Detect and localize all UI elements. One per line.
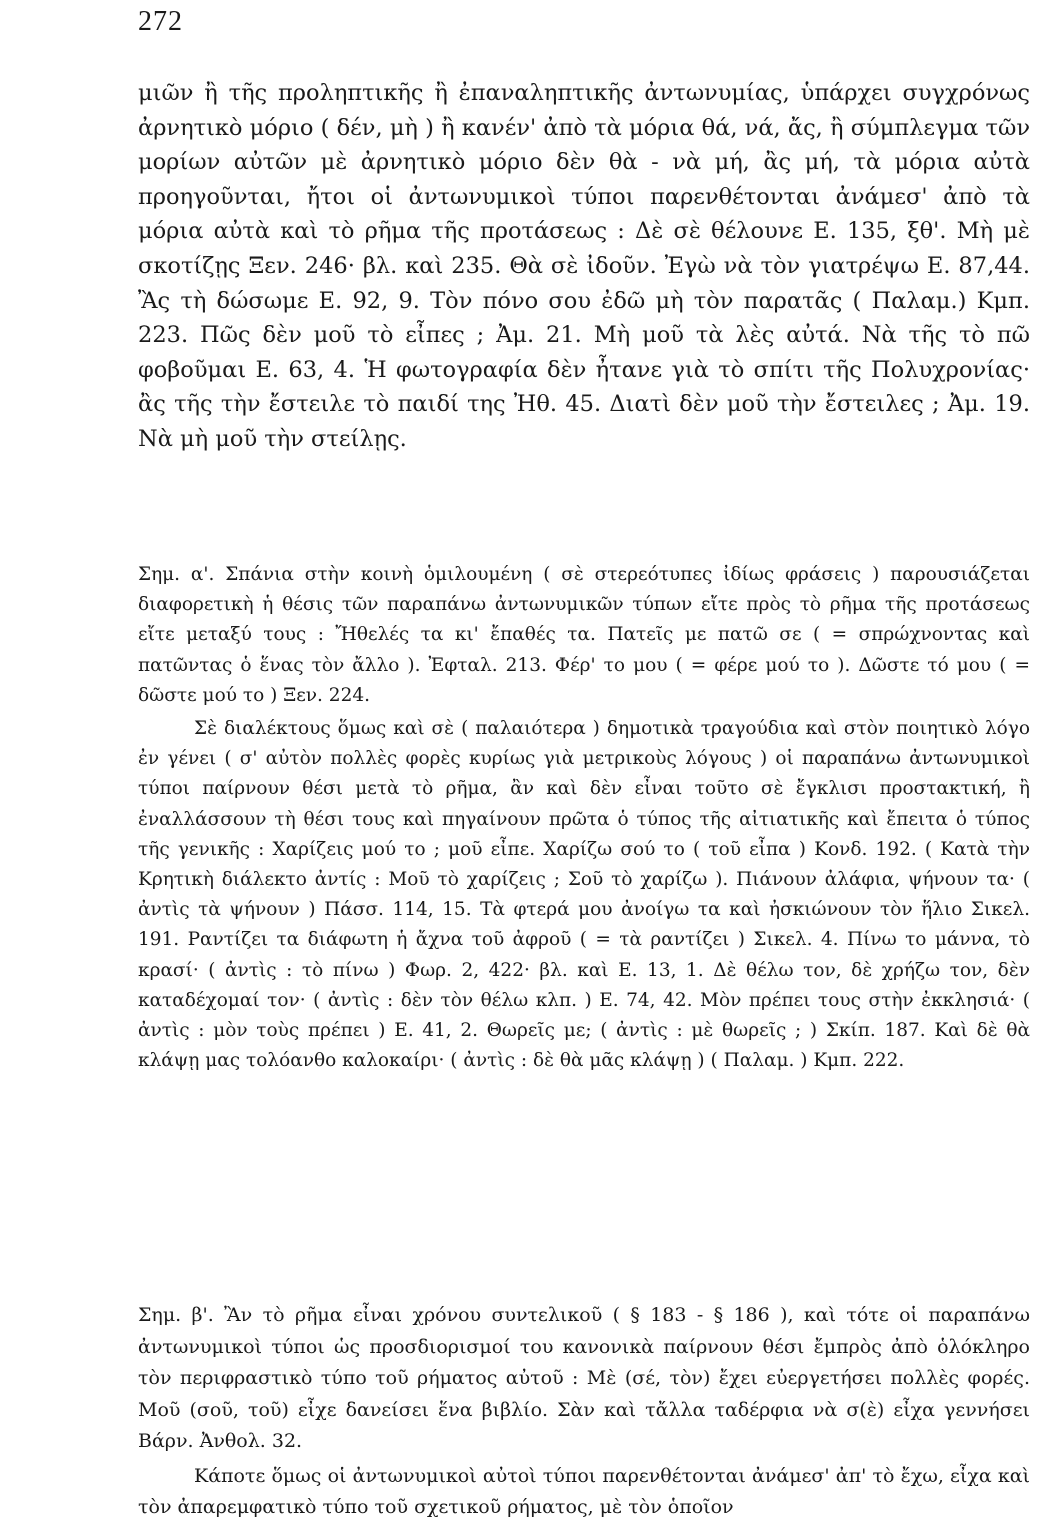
note-a-section (138, 560, 1030, 1076)
main-text-block (138, 76, 1030, 457)
note-a-paragraph-1: Σημ. α'. Σπάνια στὴν κοινὴ ὁμιλουμένη ( σὲ στερεότυπες ἰδίως φράσεις ) παρουσιάζεται διαφορετικὴ ἡ θέσις τῶν παραπάνω ἀντωνυμικῶν τύπων εἴτε πρὸς τὸ ρῆμα τῆς προτάσεως εἴτε μεταξύ τους : Ἤθελές τα κι' ἔπαθές τα. Πατεῖς με πατῶ σε ( = σπρώχνοντας καὶ πατῶντας ὁ ἕνας τὸν ἄλλο ). Ἐφταλ. 213. Φέρ' το μου ( = φέρε μού το ). Δῶστε τό μου ( = δῶστε μού το ) Ξεν. 224. (138, 564, 1030, 706)
note-b-paragraph-1: Σημ. β'. Ἂν τὸ ρῆμα εἶναι χρόνου συντελικοῦ ( § 183 - § 186 ), καὶ τότε οἱ παραπάνω ἀντωνυμικοὶ τύποι ὡς προσδιορισμοί του κανονικὰ παίρνουν θέσι ἔμπρὸς ἀπὸ ὁλόκληρο τὸν περιφραστικὸ τύπο τοῦ ρήματος αὐτοῦ : Μὲ (σέ, τὸν) ἔχει εὐεργετήσει πολλὲς φορές. Μοῦ (σοῦ, τοῦ) εἶχε δανείσει ἕνα βιβλίο. Σὰν καὶ τἄλλα ταδέρφια νὰ σ(ὲ) εἶχα γεννήσει Βάρν. Ἀνθολ. 32. (138, 1304, 1030, 1452)
note-b-section (138, 1300, 1030, 1524)
note-a-paragraph-2: Σὲ διαλέκτους ὅμως καὶ σὲ ( παλαιότερα ) δημοτικὰ τραγούδια καὶ στὸν ποιητικὸ λόγο ἐν γένει ( σ' αὐτὸν πολλὲς φορὲς κυρίως γιὰ μετρικοὺς λόγους ) οἱ παραπάνω ἀντωνυμικοὶ τύποι παίρνουν θέσι μετὰ τὸ ρῆμα, ἂν καὶ δὲν εἶναι τοῦτο σὲ ἔγκλισι προστακτική, ἢ ἐναλλάσσουν τὴ θέσι τους καὶ πηγαίνουν πρῶτα ὁ τύπος τῆς αἰτιατικῆς καὶ ἔπειτα ὁ τύπος τῆς γενικῆς : Χαρίζεις μού το ; μοῦ εἶπε. Χαρίζω σού το ( τοῦ εἶπα ) Κονδ. 192. ( Κατὰ τὴν Κρητικὴ διάλεκτο ἀντίς : Μοῦ τὸ χαρίζεις ; Σοῦ τὸ χαρίζω ). Πιάνουν ἀλάφια, ψήνουν τα· ( ἀντὶς τὰ ψήνουν ) Πάσσ. 114, 15. Τὰ φτερά μου ἀνοίγω τα καὶ ἠσκιώνουν τὸν ἥλιο Σικελ. 191. Ραντίζει τα διάφωτη ἡ ἄχνα τοῦ ἀφροῦ ( = τὰ ραντίζει ) Σικελ. 4. Πίνω το μάννα, τὸ κρασί· ( ἀντὶς : τὸ πίνω ) Φωρ. 2, 422· βλ. καὶ Ε. 13, 1. Δὲ θέλω τον, δὲ χρήζω τον, δὲν καταδέχομαί τον· ( ἀντὶς : δὲν τὸν θέλω κλπ. ) Ε. 74, 42. Μὸν πρέπει τους στὴν ἐκκλησιά· ( ἀντὶς : μὸν τοὺς πρέπει ) Ε. 41, 2. Θωρεῖς με; ( ἀντὶς : μὲ θωρεῖς ; ) Σκίπ. 187. Καὶ δὲ θὰ κλάψῃ μας τολόανθο καλοκαίρι· ( ἀντὶς : δὲ θὰ μᾶς κλάψῃ ) ( Παλαμ. ) Κμπ. 222. (138, 718, 1030, 1072)
page-number: 272 (138, 6, 183, 37)
note-b-paragraph-2: Κάποτε ὅμως οἱ ἀντωνυμικοὶ αὐτοὶ τύποι παρενθέτονται ἀνάμεσ' ἀπ' τὸ ἔχω, εἶχα καὶ τὸν ἀπαρεμφατικὸ τύπο τοῦ σχετικοῦ ρήματος, μὲ τὸν ὁποῖον (138, 1464, 1030, 1518)
main-paragraph: μιῶν ἢ τῆς προληπτικῆς ἢ ἐπαναληπτικῆς ἀντωνυμίας, ὑπάρχει συγχρόνως ἀρνητικὸ μόριο ( δέν, μὴ ) ἢ κανέν' ἀπὸ τὰ μόρια θά, νά, ἄς, ἢ σύμπλεγμα τῶν μορίων αὐτῶν μὲ ἀρνητικὸ μόριο δὲν θὰ - νὰ μή, ἂς μή, τὰ μόρια αὐτὰ προηγοῦνται, ἤτοι οἱ ἀντωνυμικοὶ τύποι παρενθέτονται ἀνάμεσ' ἀπὸ τὰ μόρια αὐτὰ καὶ τὸ ρῆμα τῆς προτάσεως : Δὲ σὲ θέλουνε Ε. 135, ξθ'. Μὴ μὲ σκοτίζῃς Ξεν. 246· βλ. καὶ 235. Θὰ σὲ ἰδοῦν. Ἐγὼ νὰ τὸν γιατρέψω Ε. 87,44. Ἂς τὴ δώσωμε Ε. 92, 9. Τὸν πόνο σου ἐδῶ μὴ τὸν παρατᾶς ( Παλαμ.) Κμπ. 223. Πῶς δὲν μοῦ τὸ εἶπες ; Ἀμ. 21. Μὴ μοῦ τὰ λὲς αὐτά. Νὰ τῆς τὸ πῶ φοβοῦμαι Ε. 63, 4. Ἡ φωτογραφία δὲν ἦτανε γιὰ τὸ σπίτι τῆς Πολυχρονίας· ἂς τῆς τὴν ἔστειλε τὸ παιδί της Ἠθ. 45. Διατὶ δὲν μοῦ τὴν ἔστειλες ; Ἀμ. 19. Νὰ μὴ μοῦ τὴν στείλῃς. (138, 80, 1030, 452)
